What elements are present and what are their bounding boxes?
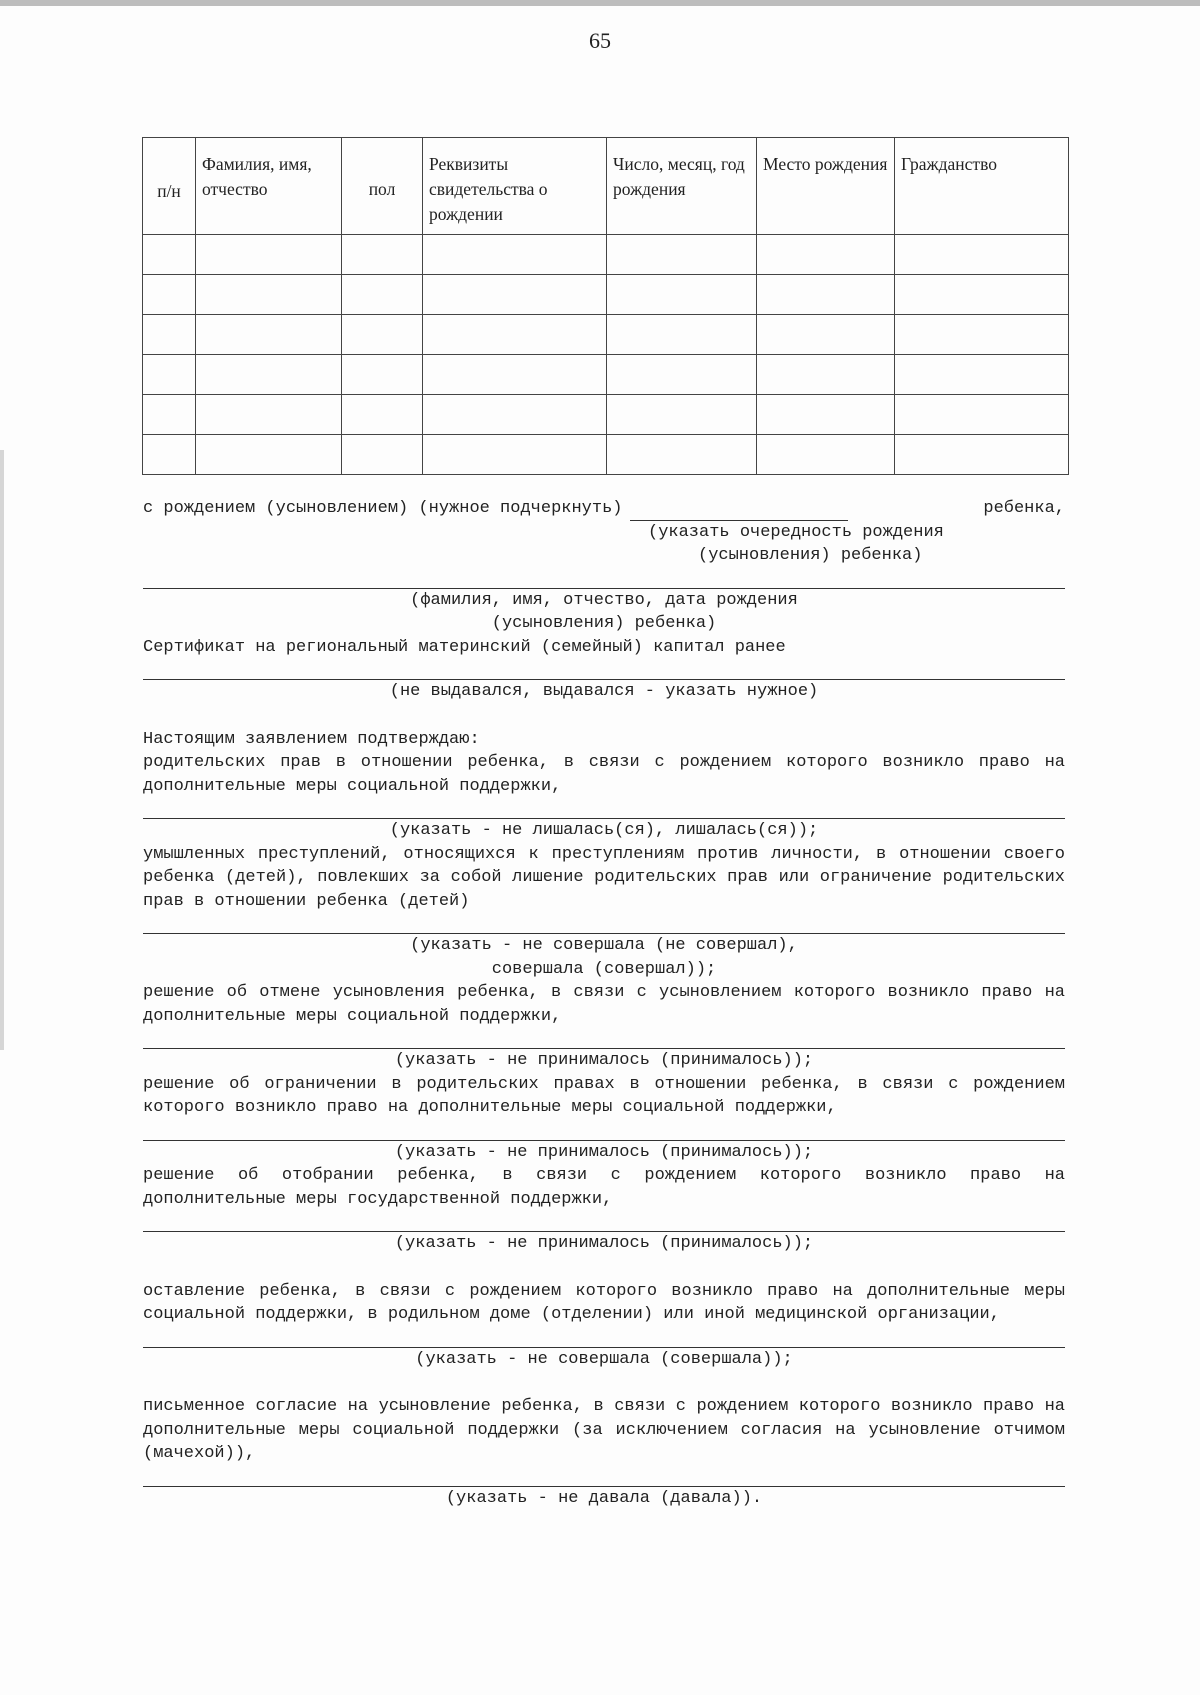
form-body (143, 497, 1065, 1510)
confirm-item-hint: (указать - не совершала (не совершал), (410, 936, 798, 955)
table-cell[interactable] (607, 275, 757, 315)
header-birth-place: Место рождения (757, 138, 895, 235)
table-cell[interactable] (607, 315, 757, 355)
confirm-item-text: родительских прав в отношении ребенка, в связи с рождением которого возникло право на дополнительные меры социальной поддержки, (143, 753, 1065, 796)
certificate-text: Сертификат на региональный материнский (семейный) капитал ранее (143, 637, 786, 657)
confirm-item-text: письменное согласие на усыновление ребенка, в связи с рождением которого возникло право на дополнительные меры социальной поддержки (за исключением согласия на усыновление отчимом (мачехой)), (143, 1397, 1065, 1463)
table-cell[interactable] (196, 275, 342, 315)
confirm-item-field[interactable] (143, 913, 1065, 934)
confirm-item-field[interactable] (143, 1028, 1065, 1049)
table-cell[interactable] (607, 235, 757, 275)
birth-suffix: ребенка, (983, 499, 1065, 518)
confirm-item-hint: (указать - не принималось (принималось)); (394, 1142, 814, 1162)
table-cell[interactable] (423, 275, 607, 315)
table-cell[interactable] (757, 315, 895, 355)
header-sex: пол (342, 138, 423, 235)
child-name-hint: (фамилия, имя, отчество, дата рождения (410, 590, 798, 610)
confirm-item (143, 1280, 1065, 1372)
confirm-item (143, 1164, 1065, 1256)
table-cell[interactable] (143, 235, 196, 275)
birth-line (143, 497, 1065, 521)
table-cell[interactable] (423, 395, 607, 435)
confirm-items (143, 751, 1065, 1510)
child-name-hint-2: (усыновления) ребенка) (491, 614, 717, 633)
confirm-item-text: решение об отобрании ребенка, в связи с рождением которого возникло право на дополнительные меры государственной поддержки, (143, 1166, 1065, 1209)
table-cell[interactable] (342, 315, 423, 355)
header-birth-certificate: Реквизиты свидетельства о рождении (423, 138, 607, 235)
table-cell[interactable] (143, 435, 196, 475)
table-cell[interactable] (143, 315, 196, 355)
confirm-item-text: решение об ограничении в родительских правах в отношении ребенка, в связи с рождением которого возникло право на дополнительные меры социальной поддержки, (143, 1074, 1065, 1117)
table-cell[interactable] (342, 435, 423, 475)
table-cell[interactable] (342, 355, 423, 395)
confirm-item-hint: (указать - не давала (давала)). (445, 1488, 763, 1508)
scan-edge-left (0, 450, 4, 1050)
confirm-item (143, 981, 1065, 1073)
table-cell[interactable] (757, 435, 895, 475)
confirm-item-hint: (указать - не совершала (совершала)); (415, 1349, 793, 1369)
birth-order-field[interactable] (630, 504, 848, 521)
page-number: 65 (589, 28, 611, 53)
table-body (143, 235, 1069, 475)
table-cell[interactable] (757, 275, 895, 315)
scan-edge-top (0, 0, 1200, 6)
table-cell[interactable] (196, 315, 342, 355)
confirm-item-hint: (указать - не принималось (принималось)); (394, 1051, 814, 1070)
confirm-item-text: умышленных преступлений, относящихся к преступлениям против личности, в отношении своего ребенка (детей), повлекших за собой лишение родительских прав или ограничение родительских прав в отношении ребенка (детей) (143, 844, 1065, 911)
table-header-row (143, 138, 1069, 235)
confirm-item-text: оставление ребенка, в связи с рождением которого возникло право на дополнительные меры социальной поддержки, в родильном доме (отделении) или иной медицинской организации, (143, 1281, 1065, 1324)
header-birth-date: Число, месяц, год рождения (607, 138, 757, 235)
children-table (142, 137, 1069, 475)
table-cell[interactable] (895, 275, 1069, 315)
confirm-item (143, 843, 1065, 982)
confirm-item (143, 1395, 1065, 1510)
table-cell[interactable] (607, 435, 757, 475)
certificate-field[interactable] (143, 659, 1065, 680)
spacer (143, 704, 1065, 728)
confirm-item (143, 1073, 1065, 1165)
confirm-item-field[interactable] (143, 1120, 1065, 1141)
confirm-intro: Настоящим заявлением подтверждаю: (143, 729, 480, 749)
table-cell[interactable] (342, 235, 423, 275)
table-cell[interactable] (895, 235, 1069, 275)
table-cell[interactable] (423, 315, 607, 355)
table-cell[interactable] (895, 355, 1069, 395)
table-cell[interactable] (342, 395, 423, 435)
child-name-field[interactable] (143, 568, 1065, 589)
table-cell[interactable] (895, 435, 1069, 475)
table-row (143, 275, 1069, 315)
table-cell[interactable] (607, 395, 757, 435)
table-cell[interactable] (423, 355, 607, 395)
confirm-item-field[interactable] (143, 1327, 1065, 1348)
table-row (143, 355, 1069, 395)
table-cell[interactable] (757, 355, 895, 395)
header-number: п/н (143, 138, 196, 235)
table-row (143, 235, 1069, 275)
table-cell[interactable] (196, 355, 342, 395)
confirm-item-text: решение об отмене усыновления ребенка, в связи с усыновлением которого возникло право на дополнительные меры социальной поддержки, (143, 983, 1065, 1026)
confirm-item-field[interactable] (143, 1211, 1065, 1232)
table-cell[interactable] (423, 435, 607, 475)
confirm-item-hint-2: совершала (совершал)); (491, 959, 717, 979)
confirm-item-hint: (указать - не принималось (принималось)); (394, 1234, 814, 1253)
table-cell[interactable] (757, 235, 895, 275)
birth-order-hint: (указать очередность рождения (648, 522, 944, 542)
table-cell[interactable] (342, 275, 423, 315)
table-cell[interactable] (895, 395, 1069, 435)
birth-order-hint-2: (усыновления) ребенка) (698, 546, 923, 565)
header-citizenship: Гражданство (895, 138, 1069, 235)
table-cell[interactable] (196, 435, 342, 475)
table-row (143, 395, 1069, 435)
table-cell[interactable] (196, 235, 342, 275)
confirm-item-field[interactable] (143, 1466, 1065, 1487)
table-cell[interactable] (143, 355, 196, 395)
header-full-name: Фамилия, имя, отчество (196, 138, 342, 235)
certificate-hint: (не выдавался, выдавался - указать нужное) (389, 682, 819, 701)
table-row (143, 315, 1069, 355)
birth-prefix: с рождением (усыновлением) (нужное подчеркнуть) (143, 499, 623, 518)
table-cell[interactable] (757, 395, 895, 435)
table-cell[interactable] (895, 315, 1069, 355)
confirm-item-hint: (указать - не лишалась(ся), лишалась(ся)); (389, 821, 819, 840)
table-row (143, 435, 1069, 475)
table-cell[interactable] (423, 235, 607, 275)
table-cell[interactable] (196, 395, 342, 435)
table-cell[interactable] (143, 395, 196, 435)
confirm-item-field[interactable] (143, 798, 1065, 819)
table-cell[interactable] (143, 275, 196, 315)
confirm-item (143, 751, 1065, 843)
table-cell[interactable] (607, 355, 757, 395)
